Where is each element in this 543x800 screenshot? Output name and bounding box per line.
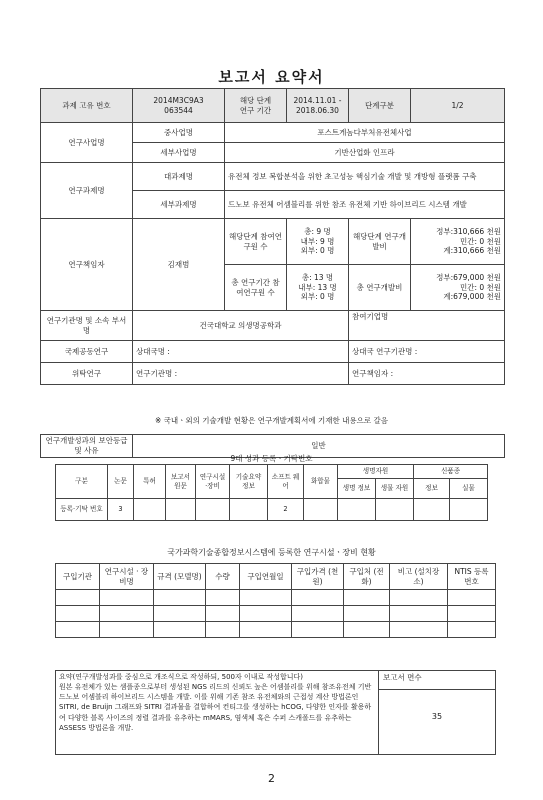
main-task-value: 유전체 정보 복합분석을 위한 초고성능 핵심기술 개발 및 개방형 플랫폼 구축 [225,163,505,191]
status-note: ※ 국내ㆍ외의 기술개발 현황은 연구개발계획서에 기재한 내용으로 갈음 [154,416,389,425]
org-value: 건국대학교 의생명공학과 [133,311,349,341]
report-info-table [40,88,505,385]
perf-bio-info-header: 생명 정보 [338,479,376,499]
detail-program-label: 세부사업명 [133,143,225,163]
perf-bio-resource-header: 생물 자원 [376,479,414,499]
stage-cost-label: 해당단계 연구개발비 [349,219,411,265]
pages-label: 보고서 면수 [379,671,495,690]
consign-label: 위탁연구 [41,363,133,385]
equip-empty-row [56,606,496,622]
summary-heading: 요약(연구개발성과를 중심으로 개조식으로 작성하되, 500자 이내로 작성합니다) [59,673,304,681]
perf-facility-header: 연구시설 ·장비 [196,465,230,499]
equip-header-date: 구입연월일 [240,564,292,590]
stage-cost-values: 정부:310,666 천원 민간: 0 천원 계:310,666 천원 [411,219,505,265]
project-id-value: 2014M3C9A3 063544 [133,89,225,123]
stage-researcher-counts: 총: 9 명 내부: 9 명 외부: 0 명 [287,219,349,265]
leader-name: 김재범 [133,219,225,311]
page-number: 2 [268,772,275,785]
main-task-label: 대과제명 [133,163,225,191]
pages-value: 35 [431,712,443,721]
total-cost-values: 정부:679,000 천원 민간: 0 천원 계:679,000 천원 [411,265,505,311]
partner-country: 상대국명 : [133,341,349,363]
perf-software-value: 2 [268,499,304,521]
mid-program-value: 포스트게놈다부처유전체사업 [225,123,505,143]
summary-table [55,670,496,755]
perf-compound-header: 화합물 [304,465,338,499]
equip-header-buyer: 구입기관 [56,564,100,590]
stage-researchers-label: 해당단계 참여연구원 수 [225,219,287,265]
summary-body: 원본 유전체가 있는 샘플종으로부터 생성된 NGS 리드의 신뢰도 높은 어셈블리를 위해 참조유전체 기반 드노보 어셈블리 하이브리드 시스템을 개발. 이를 위해 기존 참조 유전체와의 근접성 계산 방법론인 SITRI, de Bruijn 그래프와 SITRI 결과물을 결합하여 컨티그를 생성하는 hCOG, 다양한 인자를 활용하여 다양한 블록 사이즈의 정렬 결과를 유추하는 mMARS, 염색체 혹은 수퍼 스캐폴드를 유추하는 ASSESS 방법론을 개발. [59,683,372,732]
mid-program-label: 중사업명 [133,123,225,143]
consign-org: 연구기관명 : [133,363,349,385]
period-label: 해당 단계 연구 기간 [225,89,287,123]
partner-org: 상대국 연구기관명 : [349,341,505,363]
report-title: 보고서 요약서 [218,68,325,86]
participating-org-label: 참여기업명 [349,311,505,341]
perf-paper-header: 논문 [108,465,134,499]
total-researcher-counts: 총: 13 명 내부: 13 명 외부: 0 명 [287,265,349,311]
consign-leader: 연구책임자 : [349,363,505,385]
equip-header-price: 구입가격 (천원) [292,564,344,590]
security-label: 연구개발성과의 보안등급 및 사유 [41,435,133,458]
perf-tech-info-header: 기술요약 정보 [230,465,268,499]
task-label: 연구과제명 [41,163,133,219]
stage-value: 1/2 [411,89,505,123]
perf-software-header: 소프트 웨어 [268,465,304,499]
perf-paper-value: 3 [108,499,134,521]
equip-header-name: 연구시설 · 장비명 [100,564,154,590]
summary-cell [56,671,379,755]
equip-header-qty: 수량 [206,564,240,590]
equip-header-spec: 규격 (모델명) [154,564,206,590]
sub-task-label: 세부과제명 [133,191,225,219]
sub-task-value: 드노보 유전체 어셈블리를 위한 참조 유전체 기반 하이브리드 시스템 개발 [225,191,505,219]
perf-new-real-header: 실물 [450,479,488,499]
performance-table [55,464,488,521]
performance-title: 9대 성과 등록ㆍ기탁번호 [230,454,313,463]
equipment-table [55,563,496,638]
equipment-title: 국가과학기술종합정보시스템에 등록한 연구시설ㆍ장비 현황 [167,548,376,557]
project-id-label: 과제 고유 번호 [41,89,133,123]
perf-patent-header: 특허 [134,465,166,499]
detail-program-value: 기반산업화 인프라 [225,143,505,163]
perf-kind-header: 구분 [56,465,108,499]
equip-header-note: 비고 (설치장소) [390,564,448,590]
perf-row-label: 등록·기탁 번호 [56,499,108,521]
pages-cell [379,671,496,755]
stage-label: 단계구분 [349,89,411,123]
total-researchers-label: 총 연구기간 참여연구원 수 [225,265,287,311]
intl-label: 국제공동연구 [41,341,133,363]
perf-report-header: 보고서 원문 [166,465,196,499]
org-label: 연구기관명 및 소속 부서명 [41,311,133,341]
perf-bio-header: 생명자원 [338,465,414,479]
equip-empty-row [56,622,496,638]
equip-empty-row [56,590,496,606]
program-label: 연구사업명 [41,123,133,163]
equip-header-ntis: NTIS 등록번호 [448,564,496,590]
security-value: 일반 [133,435,505,458]
leader-label: 연구책임자 [41,219,133,311]
period-value: 2014.11.01 - 2018.06.30 [287,89,349,123]
perf-new-info-header: 정보 [414,479,450,499]
equip-header-vendor: 구입처 (전화) [344,564,390,590]
perf-new-variety-header: 신품종 [414,465,488,479]
total-cost-label: 총 연구개발비 [349,265,411,311]
